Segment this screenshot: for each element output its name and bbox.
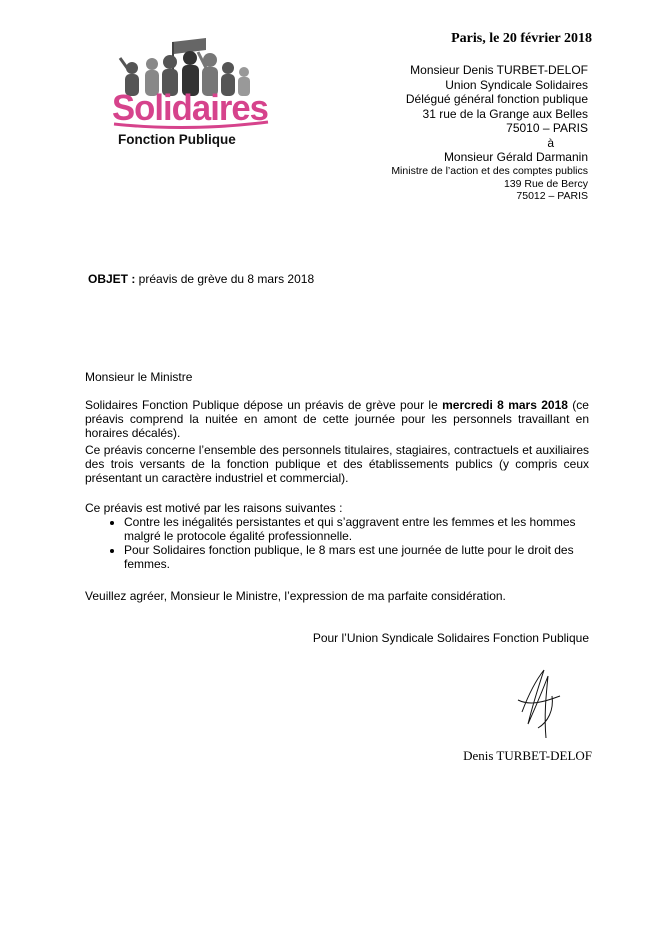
address-line: Ministre de l’action et des comptes publics — [391, 165, 588, 177]
sender-address — [406, 63, 588, 165]
closing-formula: Veuillez agréer, Monsieur le Ministre, l’expression de ma parfaite considération. — [85, 589, 506, 603]
address-line: Délégué général fonction publique — [405, 92, 588, 106]
subject-text: préavis de grève du 8 mars 2018 — [135, 272, 315, 286]
logo-subtitle: Fonction Publique — [118, 132, 236, 147]
paragraph-scope: Ce préavis concerne l’ensemble des personnels titulaires, stagiaires, contractuels et auxiliaires des trois versants de la fonction publique et des établissements publics (y compris ceux présentant un caractère industriel et commercial). — [85, 443, 589, 485]
address-line: 75012 – PARIS — [516, 190, 588, 202]
handwritten-signature — [508, 666, 568, 746]
paragraph-notice: Solidaires Fonction Publique dépose un préavis de grève pour le mercredi 8 mars 2018 (ce préavis comprend la nuitée en amont de cette journée pour les personnels travaillant en horaires décalés). — [85, 398, 589, 440]
subject-label: OBJET : — [88, 272, 136, 286]
address-line: Union Syndicale Solidaires — [445, 77, 588, 92]
address-line: 139 Rue de Bercy — [503, 177, 588, 190]
address-line: à — [547, 135, 554, 150]
strike-date: mercredi 8 mars 2018 — [442, 398, 568, 412]
list-item: • Contre les inégalités persistantes et qui s’aggravent entre les femmes et les hommes malgré le protocole égalité professionnelle. — [124, 515, 594, 543]
paragraph-reasons-intro: Ce préavis est motivé par les raisons suivantes : — [85, 501, 343, 515]
salutation: Monsieur le Ministre — [85, 370, 193, 384]
address-line: 31 rue de la Grange aux Belles — [422, 106, 588, 121]
reasons-list — [100, 515, 594, 571]
signature-icon — [508, 666, 568, 746]
subject-line — [88, 272, 314, 286]
signatory-name: Denis TURBET-DELOF — [463, 748, 592, 763]
letter-date: Paris, le 20 février 2018 — [451, 31, 592, 46]
solidaires-logo — [110, 38, 275, 153]
recipient-address — [391, 165, 588, 203]
address-line: Monsieur Gérald Darmanin — [443, 150, 588, 164]
address-line: 75010 – PARIS — [506, 121, 588, 135]
address-line: Monsieur Denis TURBET-DELOF — [410, 63, 588, 77]
signoff: Pour l’Union Syndicale Solidaires Fonction Publique — [312, 631, 589, 645]
list-item: • Pour Solidaires fonction publique, le 8 mars est une journée de lutte pour le droit des femmes. — [124, 543, 594, 571]
svg-text:Solidaires: Solidaires — [112, 87, 268, 128]
